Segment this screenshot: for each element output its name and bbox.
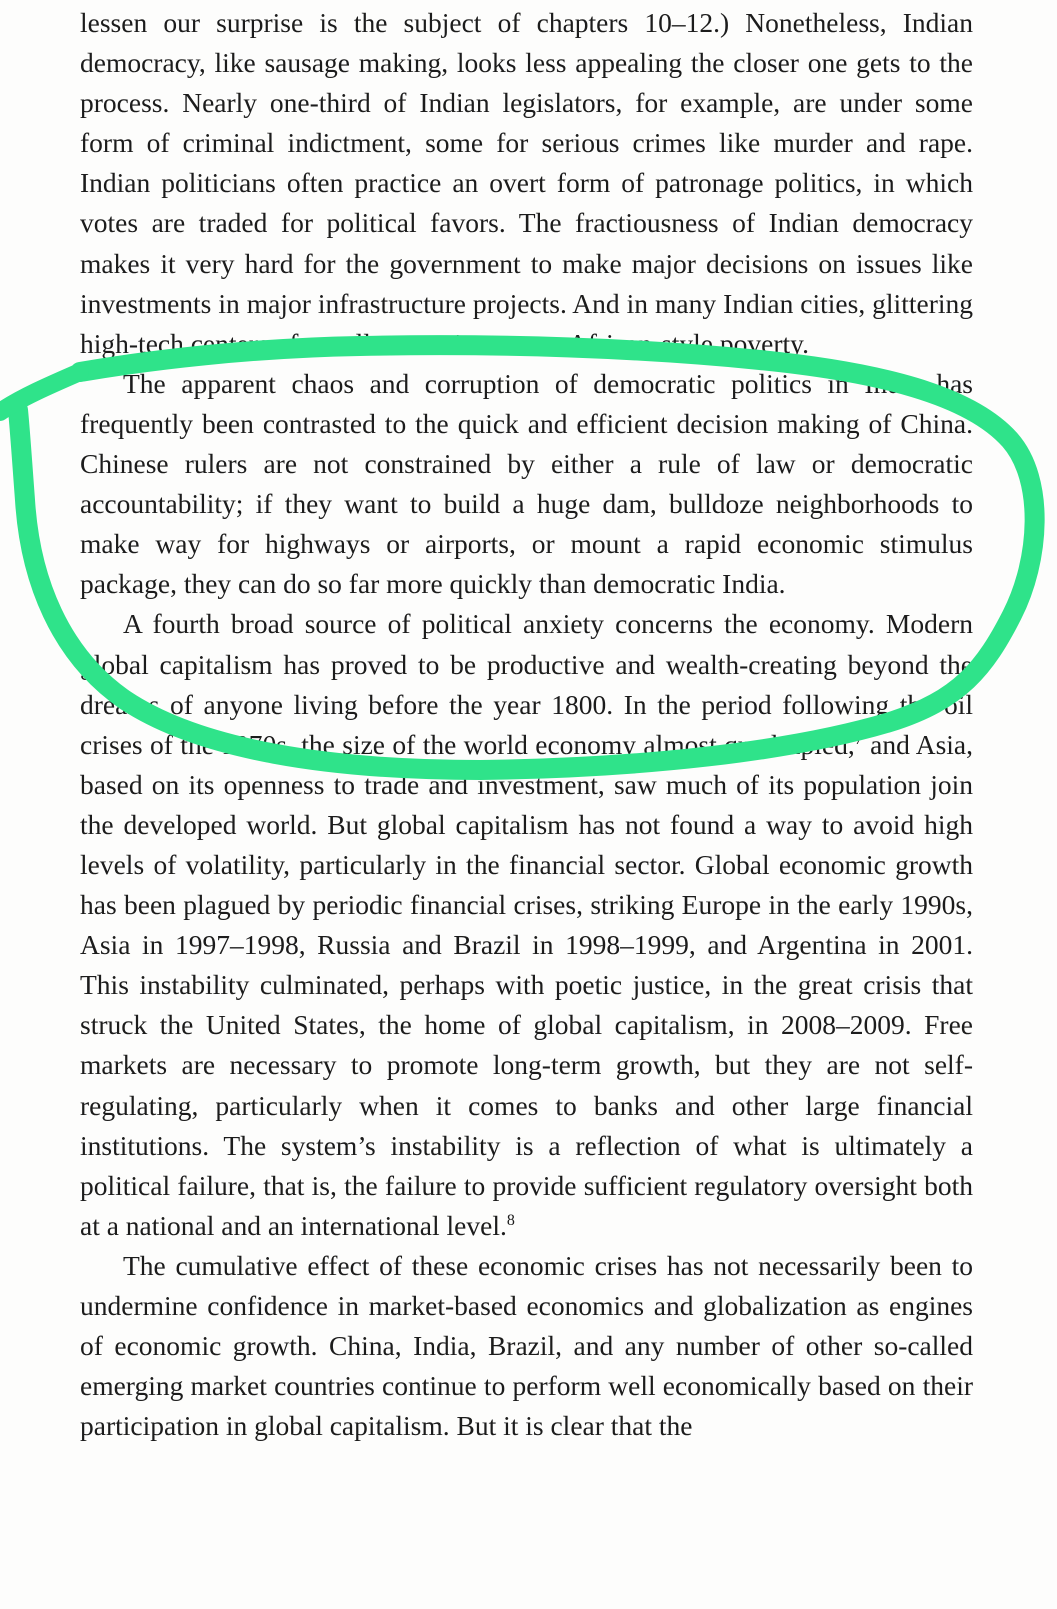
paragraph-4: The cumulative effect of these economic crises has not necessarily been to undermine confidence in market-based economics and globalization as engines of economic growth. China, India, Brazil, and any number of other so-called emerging market countries continue to perform well economically based on their participation in global capitalism. But it is clear that the	[80, 1249, 973, 1442]
highlight-loop-tail	[0, 372, 80, 412]
footnote-ref-7: 7	[854, 730, 863, 748]
footnote-ref-8: 8	[506, 1211, 515, 1229]
paragraph-3-text-b: and Asia, based on its openness to trade and investment, saw much of its population join the developed world. But global capitalism has not found a way to avoid high levels of volatility, particularly in the financial sector. Global economic growth has been plagued by periodic financial crises, striking Europe in the early 1990s, Asia in 1997–1998, Russia and Brazil in 1998–1999, and Argentina in 2001. This instability culminated, perhaps with poetic justice, in the great crisis that struck the United States, the home of global capitalism, in 2008–2009. Free markets are necessary to promote long-term growth, but they are not self-regulating, particularly when it comes to banks and other large financial institutions. The system’s instability is a reflection of what is ultimately a political failure, that is, the failure to provide sufficient regulatory oversight both at a national and an international level.	[80, 728, 973, 1241]
body-text	[80, 3, 973, 1446]
paragraph-1: lessen our surprise is the subject of chapters 10–12.) Nonetheless, Indian democracy, like sausage making, looks less appealing the closer one gets to the process. Nearly one-third of Indian legislators, for example, are under some form of criminal indictment, some for serious crimes like murder and rape. Indian politicians often practice an overt form of patronage politics, in which votes are traded for political favors. The fractiousness of Indian democracy makes it very hard for the government to make major decisions on issues like investments in major infrastructure projects. And in many Indian cities, glittering high-tech centers of excellence exist next to African-style poverty.	[80, 7, 973, 359]
paragraph-3-economy	[80, 604, 973, 1246]
paragraph-3-text-a: A fourth broad source of political anxiety concerns the economy. Modern global capitalism has proved to be productive and wealth-creating beyond the dreams of anyone living before the year 1800. In the period following the oil crises of the 1970s, the size of the world economy almost quadrupled,	[80, 608, 973, 760]
paragraph-2-india-china: The apparent chaos and corruption of democratic politics in India has frequently been contrasted to the quick and efficient decision making of China. Chinese rulers are not constrained by either a rule of law or democratic accountability; if they want to build a huge dam, bulldoze neighborhoods to make way for highways or airports, or mount a rapid economic stimulus package, they can do so far more quickly than democratic India.	[80, 367, 973, 600]
